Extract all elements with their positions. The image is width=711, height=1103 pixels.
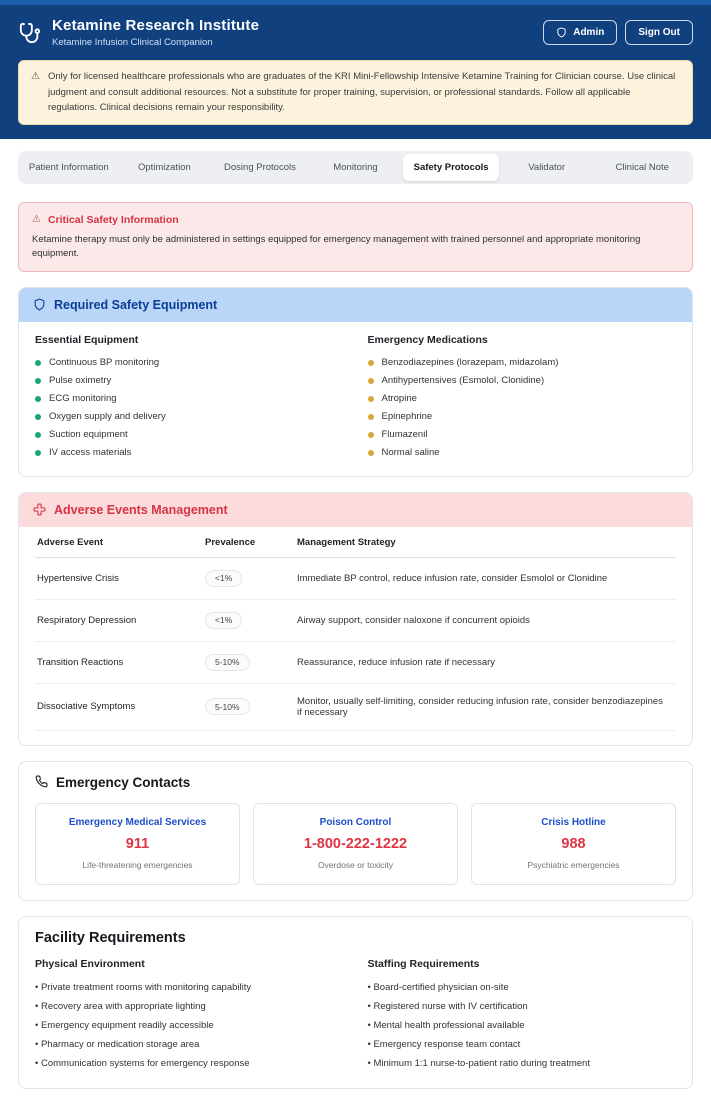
section-header bbox=[35, 775, 676, 791]
staffing-requirements-column bbox=[368, 958, 677, 1073]
table-row bbox=[35, 683, 676, 730]
contact-number: 988 bbox=[561, 835, 586, 852]
essential-equipment-column bbox=[35, 334, 344, 462]
physical-environment-column bbox=[35, 958, 344, 1073]
bullet-dot bbox=[368, 432, 374, 438]
strategy-cell: Immediate BP control, reduce infusion rate, consider Esmolol or Clonidine bbox=[295, 557, 676, 599]
list-item: • Pharmacy or medication storage area bbox=[35, 1035, 344, 1054]
column-header-management-strategy: Management Strategy bbox=[295, 529, 676, 558]
list-item bbox=[368, 354, 677, 372]
bullet-dot bbox=[368, 414, 374, 420]
admin-button[interactable] bbox=[543, 20, 617, 45]
list-item-label: Suction equipment bbox=[49, 429, 128, 441]
table-row bbox=[35, 557, 676, 599]
contact-number: 911 bbox=[125, 835, 150, 852]
adverse-event-cell: Transition Reactions bbox=[35, 641, 203, 683]
app-title: Ketamine Research Institute bbox=[52, 17, 260, 34]
table-row bbox=[35, 599, 676, 641]
list-item bbox=[35, 444, 344, 462]
list-item bbox=[35, 390, 344, 408]
contact-description: Overdose or toxicity bbox=[317, 859, 394, 870]
list-item bbox=[368, 372, 677, 390]
essential-equipment-heading: Essential Equipment bbox=[35, 333, 139, 346]
bullet-dot bbox=[368, 378, 374, 384]
list-item-label: Antihypertensives (Esmolol, Clonidine) bbox=[381, 375, 545, 387]
strategy-cell: Airway support, consider naloxone if concurrent opioids bbox=[295, 599, 676, 641]
list-item-label: Benzodiazepines (lorazepam, midazolam) bbox=[381, 357, 559, 369]
facility-requirements-section bbox=[18, 916, 693, 1089]
column-header-adverse-event: Adverse Event bbox=[35, 529, 203, 558]
list-item: • Emergency response team contact bbox=[368, 1035, 677, 1054]
list-item-label: Continuous BP monitoring bbox=[49, 357, 160, 369]
list-item: • Board-certified physician on-site bbox=[368, 978, 677, 997]
warning-icon: ⚠ bbox=[32, 214, 41, 226]
bullet-dot bbox=[35, 396, 41, 402]
adverse-event-cell: Respiratory Depression bbox=[35, 599, 203, 641]
list-item bbox=[35, 354, 344, 372]
sign-out-button-label: Sign Out bbox=[638, 27, 680, 38]
contact-description: Psychiatric emergencies bbox=[527, 859, 620, 870]
prevalence-badge: 5-10% bbox=[205, 654, 250, 671]
adverse-event-cell: Hypertensive Crisis bbox=[35, 557, 203, 599]
contact-card-crisis-hotline bbox=[471, 803, 676, 885]
list-item: • Minimum 1:1 nurse-to-patient ratio during treatment bbox=[368, 1054, 677, 1073]
bullet-dot bbox=[35, 414, 41, 420]
emergency-medications-column bbox=[368, 334, 677, 462]
list-item-label: Normal saline bbox=[381, 447, 440, 459]
tab-bar bbox=[18, 151, 693, 184]
bullet-dot bbox=[368, 360, 374, 366]
professional-disclaimer-banner bbox=[18, 60, 693, 125]
required-safety-equipment-section bbox=[18, 287, 693, 477]
bullet-dot bbox=[35, 432, 41, 438]
list-item-label: Pulse oximetry bbox=[49, 375, 112, 387]
emergency-medications-heading: Emergency Medications bbox=[367, 333, 488, 346]
main-content bbox=[0, 151, 711, 1103]
list-item: • Communication systems for emergency response bbox=[35, 1054, 344, 1073]
essential-equipment-list bbox=[35, 354, 344, 462]
brand-text bbox=[52, 17, 259, 48]
tab-patient-information[interactable]: Patient Information bbox=[28, 162, 109, 174]
list-item bbox=[35, 426, 344, 444]
list-item bbox=[35, 372, 344, 390]
list-item-label: Epinephrine bbox=[381, 411, 433, 423]
list-item: • Emergency equipment readily accessible bbox=[35, 1016, 344, 1035]
list-item bbox=[368, 408, 677, 426]
medical-cross-icon bbox=[33, 503, 46, 516]
prevalence-badge: <1% bbox=[205, 612, 242, 629]
list-item bbox=[368, 444, 677, 462]
bullet-dot bbox=[368, 450, 374, 456]
section-title: Facility Requirements bbox=[35, 929, 186, 946]
contact-card-poison-control bbox=[253, 803, 458, 885]
tab-dosing-protocols[interactable]: Dosing Protocols bbox=[224, 162, 296, 174]
staffing-requirements-heading: Staffing Requirements bbox=[367, 957, 480, 970]
list-item bbox=[35, 408, 344, 426]
tab-safety-protocols[interactable]: Safety Protocols bbox=[403, 154, 499, 181]
prevalence-badge: <1% bbox=[205, 570, 242, 587]
section-title: Adverse Events Management bbox=[54, 502, 228, 517]
staffing-requirements-list bbox=[368, 978, 677, 1073]
contact-description: Life-threatening emergencies bbox=[82, 859, 193, 870]
phone-icon bbox=[35, 775, 48, 791]
brand bbox=[18, 17, 259, 48]
critical-alert-body: Ketamine therapy must only be administered in settings equipped for emergency management with trained personnel and appropriate monitoring equipment. bbox=[32, 234, 641, 260]
section-title: Emergency Contacts bbox=[56, 775, 191, 791]
critical-alert-title: Critical Safety Information bbox=[47, 213, 179, 226]
tab-clinical-note[interactable]: Clinical Note bbox=[615, 162, 669, 174]
adverse-event-cell: Dissociative Symptoms bbox=[35, 683, 203, 730]
list-item-label: Flumazenil bbox=[381, 429, 428, 441]
stethoscope-icon bbox=[18, 21, 42, 45]
list-item: • Mental health professional available bbox=[368, 1016, 677, 1035]
critical-safety-alert bbox=[18, 202, 693, 272]
header-actions bbox=[543, 20, 693, 45]
tab-monitoring[interactable]: Monitoring bbox=[333, 162, 378, 174]
list-item bbox=[368, 426, 677, 444]
app-header bbox=[0, 5, 711, 139]
section-header bbox=[19, 493, 692, 527]
contact-name: Emergency Medical Services bbox=[68, 816, 207, 828]
section-header bbox=[19, 288, 692, 322]
physical-environment-heading: Physical Environment bbox=[35, 957, 145, 970]
sign-out-button[interactable] bbox=[625, 20, 693, 45]
prevalence-badge: 5-10% bbox=[205, 698, 250, 715]
contact-card-ems bbox=[35, 803, 240, 885]
adverse-events-section bbox=[18, 492, 693, 746]
bullet-dot bbox=[35, 360, 41, 366]
list-item: • Recovery area with appropriate lighting bbox=[35, 997, 344, 1016]
contact-number: 1-800-222-1222 bbox=[303, 835, 408, 852]
column-header-prevalence: Prevalence bbox=[203, 529, 295, 558]
disclaimer-text: Only for licensed healthcare professionals who are graduates of the KRI Mini-Fellowship Intensive Ketamine Training for Clinician course. Use clinical judgment and consult additional resources. Not a substitute for proper training, supervision, or professional standards. Follow all applicable regulations. Clinical decisions remain your responsibility. bbox=[47, 71, 676, 114]
list-item-label: ECG monitoring bbox=[49, 393, 117, 405]
admin-button-label: Admin bbox=[573, 27, 605, 38]
table-row bbox=[35, 641, 676, 683]
bullet-dot bbox=[35, 450, 41, 456]
warning-icon: ⚠ bbox=[31, 71, 40, 82]
emergency-contacts-section bbox=[18, 761, 693, 901]
list-item-label: IV access materials bbox=[49, 447, 132, 459]
tab-optimization[interactable]: Optimization bbox=[137, 162, 191, 174]
list-item bbox=[368, 390, 677, 408]
list-item-label: Atropine bbox=[381, 393, 417, 405]
bullet-dot bbox=[35, 378, 41, 384]
adverse-events-table bbox=[35, 529, 676, 731]
physical-environment-list bbox=[35, 978, 344, 1073]
list-item-label: Oxygen supply and delivery bbox=[49, 411, 166, 423]
shield-icon bbox=[33, 298, 46, 311]
tab-validator[interactable]: Validator bbox=[528, 162, 566, 174]
emergency-medications-list bbox=[368, 354, 677, 462]
list-item: • Private treatment rooms with monitoring capability bbox=[35, 978, 344, 997]
contact-name: Poison Control bbox=[319, 816, 392, 828]
shield-icon bbox=[556, 27, 567, 38]
contact-name: Crisis Hotline bbox=[541, 816, 606, 828]
section-title: Required Safety Equipment bbox=[54, 297, 218, 312]
app-subtitle: Ketamine Infusion Clinical Companion bbox=[52, 37, 213, 48]
strategy-cell: Reassurance, reduce infusion rate if necessary bbox=[295, 641, 676, 683]
strategy-cell: Monitor, usually self-limiting, consider reducing infusion rate, consider benzodiazepines if necessary bbox=[295, 683, 676, 730]
contact-cards bbox=[35, 803, 676, 885]
bullet-dot bbox=[368, 396, 374, 402]
list-item: • Registered nurse with IV certification bbox=[368, 997, 677, 1016]
